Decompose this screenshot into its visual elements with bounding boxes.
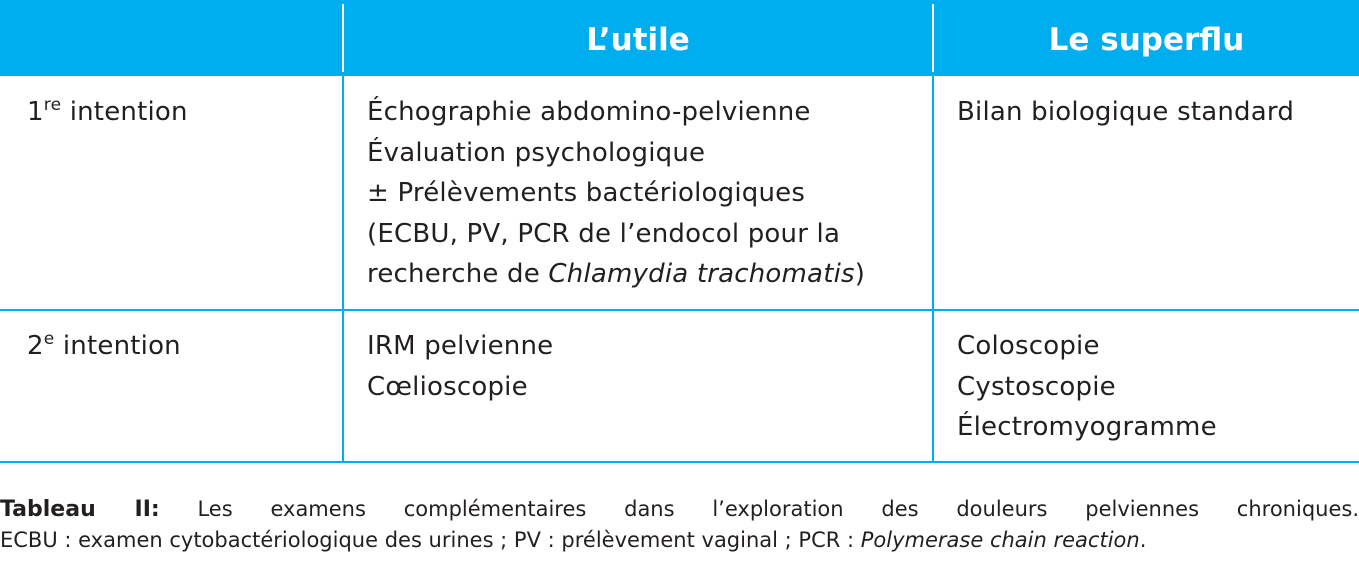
row-divider bbox=[0, 309, 1359, 311]
exam-item: (ECBU, PV, PCR de l’endocol pour la bbox=[367, 218, 841, 249]
caption-line: ECBU : examen cytobactériologique des urines ; PV : prélèvement vaginal ; PCR : Polymerase chain reaction. bbox=[0, 528, 1147, 552]
cell-utile-first-intention bbox=[367, 92, 865, 295]
exam-item: Électromyogramme bbox=[957, 412, 1217, 442]
header-divider bbox=[932, 4, 934, 72]
exam-item: Coloscopie bbox=[957, 331, 1100, 361]
cell-utile-second-intention bbox=[367, 326, 553, 407]
exam-item: Échographie abdomino-pelvienne bbox=[367, 97, 811, 127]
exam-item: ± Prélèvements bactériologiques bbox=[367, 178, 806, 208]
exam-item: Évaluation psychologique bbox=[367, 137, 706, 168]
exam-item: IRM pelvienne bbox=[367, 331, 554, 361]
exam-item: recherche de Chlamydia trachomatis) bbox=[367, 259, 866, 289]
caption-line: Tableau II: Les examens complémentaires dans l’exploration des douleurs pelviennes chroniques. bbox=[0, 497, 1359, 522]
cell-superflu-first-intention bbox=[957, 92, 1294, 133]
exam-item: Cœlioscopie bbox=[367, 371, 528, 402]
table-header-row bbox=[0, 0, 1359, 76]
exam-item: Bilan biologique standard bbox=[957, 97, 1295, 127]
caption-label: Tableau II: bbox=[0, 497, 160, 522]
table-caption bbox=[0, 494, 1359, 556]
header-utile: L’utile bbox=[586, 22, 690, 58]
row-label-first-intention: 1re intention bbox=[27, 95, 188, 127]
exam-item: Cystoscopie bbox=[957, 371, 1116, 402]
header-superflu: Le superflu bbox=[1048, 22, 1245, 58]
header-divider bbox=[342, 4, 344, 72]
row-label-second-intention: 2e intention bbox=[27, 329, 181, 361]
cell-superflu-second-intention bbox=[957, 326, 1217, 448]
